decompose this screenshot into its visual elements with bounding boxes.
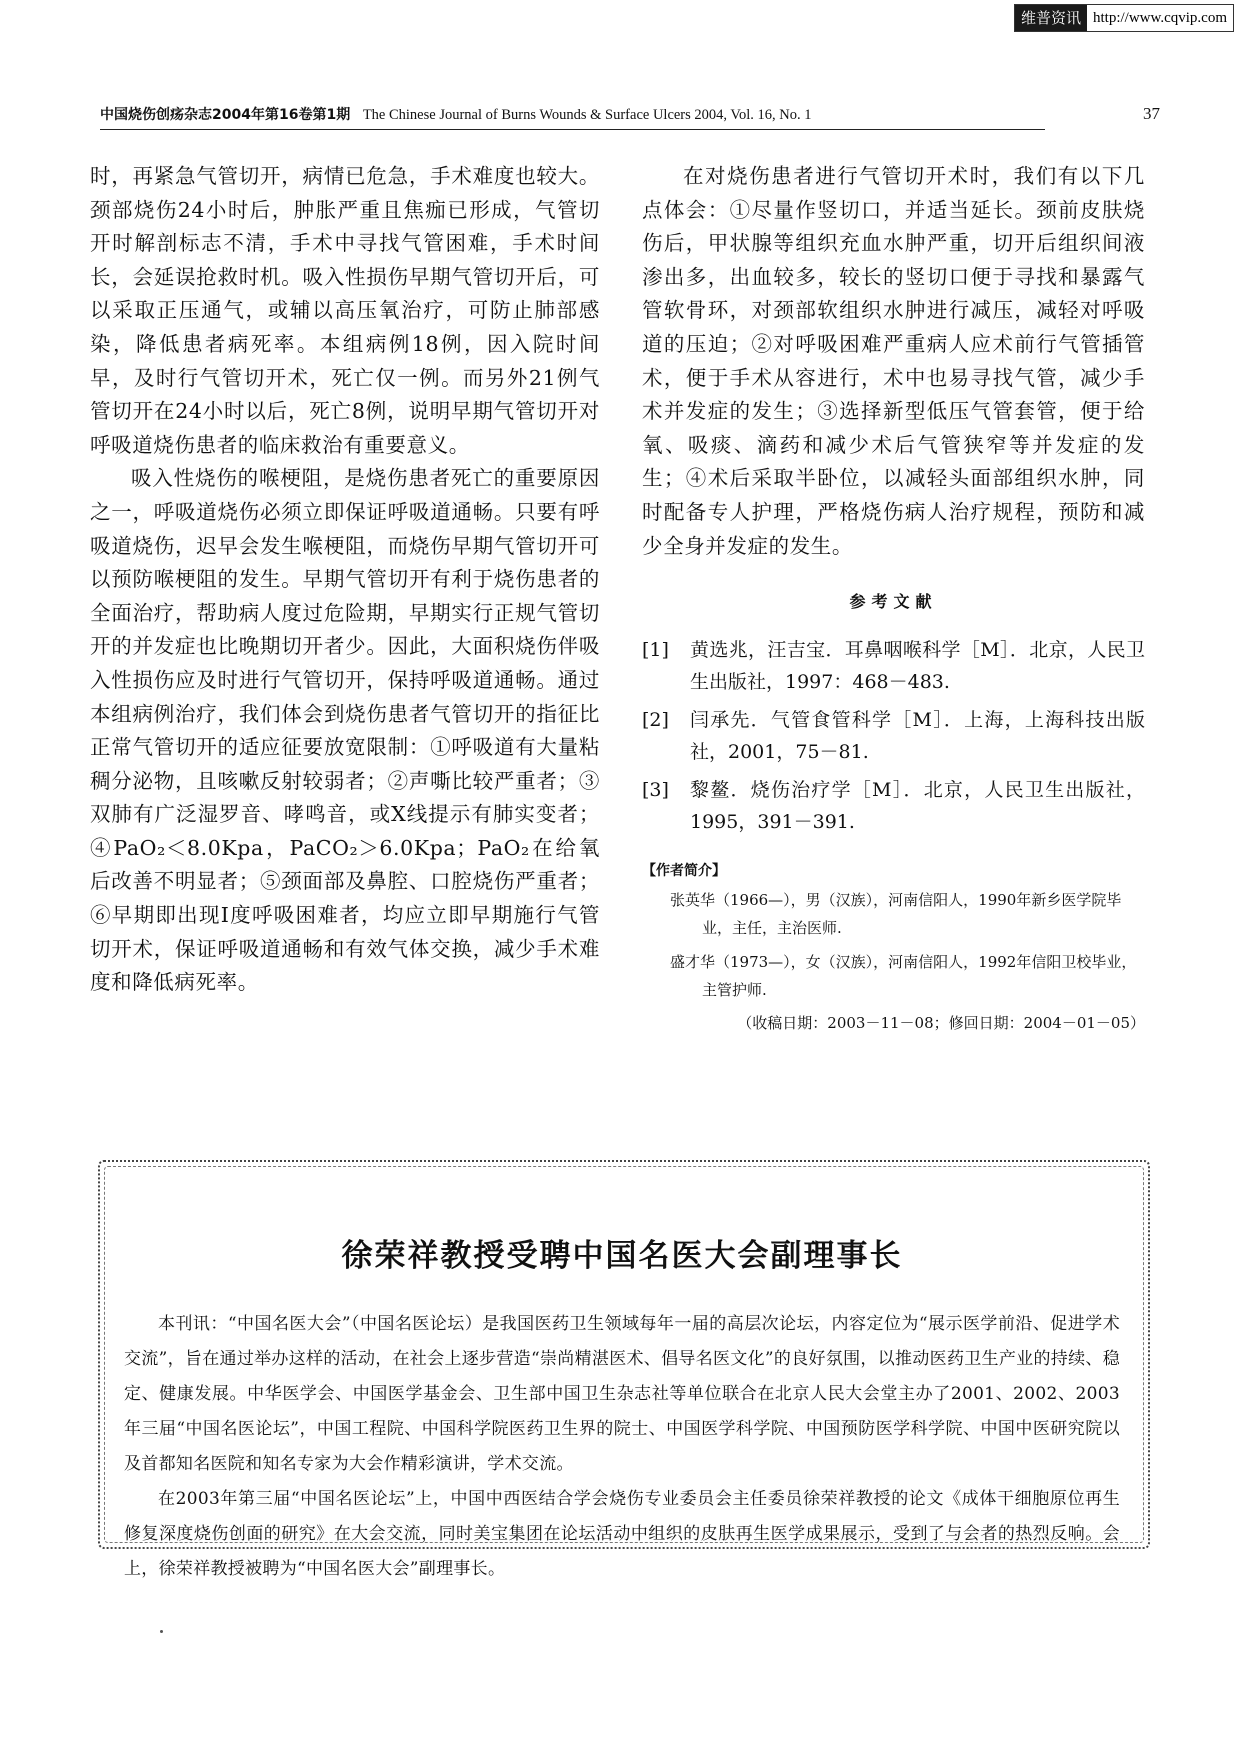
journal-title-en: The Chinese Journal of Burns Wounds & Surface Ulcers 2004, Vol. 16, No. 1 — [362, 107, 812, 123]
author-bio — [670, 948, 1145, 1004]
author-bio — [670, 886, 1145, 942]
left-column — [90, 160, 600, 1000]
references-heading: 参考文献 — [849, 592, 938, 612]
reference-item — [642, 704, 1145, 768]
watermark — [1014, 4, 1234, 32]
author-bio-text: 盛才华（1973—），女（汉族），河南信阳人，1992年信阳卫校毕业，主管护师. — [670, 953, 1137, 1000]
body-paragraph: 在对烧伤患者进行气管切开术时，我们有以下几点体会：①尽量作竖切口，并适当延长。颈前皮肤烧伤后，甲状腺等组织充血水肿严重，切开后组织间液渗出多，出血较多，较长的竖切口便于寻找和暴露气管软骨环，对颈部软组织水肿进行减压，减轻对呼吸道的压迫；②对呼吸困难严重病人应术前行气管插管术，便于手术从容进行，术中也易寻找气管，减少手术并发症的发生；③选择新型低压气管套管，便于给氧、吸痰、滴药和减少术后气管狭窄等并发症的发生；④术后采取半卧位，以减轻头面部组织水肿，同时配备专人护理，严格烧伤病人治疗规程，预防和减少全身并发症的发生。 — [642, 164, 1145, 558]
body-paragraph: 吸入性烧伤的喉梗阻，是烧伤患者死亡的重要原因之一，呼吸道烧伤必须立即保证呼吸道通畅。只要有呼吸道烧伤，迟早会发生喉梗阻，而烧伤早期气管切开可以预防喉梗阻的发生。早期气管切开有利于烧伤患者的全面治疗，帮助病人度过危险期，早期实行正规气管切开的并发症也比晚期切开者少。因此，大面积烧伤伴吸入性损伤应及时进行气管切开，保持呼吸道通畅。通过本组病例治疗，我们体会到烧伤患者气管切开的指征比正常气管切开的适应征要放宽限制：①呼吸道有大量粘稠分泌物，且咳嗽反射较弱者；②声嘶比较严重者；③双肺有广泛湿罗音、哮鸣音，或X线提示有肺实变者；④PaO₂＜8.0Kpa，PaCO₂＞6.0Kpa；PaO₂在给氧后改善不明显者；⑤颈面部及鼻腔、口腔烧伤严重者；⑥早期即出现Ⅰ度呼吸困难者，均应立即早期施行气管切开术，保证呼吸道通畅和有效气体交换，减少手术难度和降低病死率。 — [90, 466, 600, 995]
right-column — [642, 160, 1145, 1036]
notice-paragraph: 本刊讯：“中国名医大会”（中国名医论坛）是我国医药卫生领域每年一届的高层次论坛，内容定位为“展示医学前沿、促进学术交流”，旨在通过举办这样的活动，在社会上逐步营造“崇尚精湛医术、倡导名医文化”的良好氛围，以推动医药卫生产业的持续、稳定、健康发展。中华医学会、中国医学基金会、卫生部中国卫生杂志社等单位联合在北京人民大会堂主办了2001、2002、2003年三届“中国名医论坛”，中国工程院、中国科学院医药卫生界的院士、中国医学科学院、中国预防医学科学院、中国中医研究院以及首都知名医院和知名专家为大会作精彩演讲，学术交流。 — [124, 1314, 1120, 1474]
watermark-url[interactable]: http://www.cqvip.com — [1087, 5, 1233, 31]
page-number: 37 — [1143, 104, 1160, 123]
body-paragraph: 时，再紧急气管切开，病情已危急，手术难度也较大。颈部烧伤24小时后，肿胀严重且焦痂已形成，气管切开时解剖标志不清，手术中寻找气管困难，手术时间长，会延误抢救时机。吸入性损伤早期气管切开后，可以采取正压通气，或辅以高压氧治疗，可防止肺部感染，降低患者病死率。本组病例18例，因入院时间早，及时行气管切开术，死亡仅一例。而另外21例气管切开在24小时以后，死亡8例，说明早期气管切开对呼吸道烧伤患者的临床救治有重要意义。 — [90, 164, 600, 457]
reference-text: 黎鳌．烧伤治疗学［M］．北京，人民卫生出版社，1995，391－391. — [690, 779, 1145, 834]
journal-title-cn: 中国烧伤创疡杂志2004年第16卷第1期 — [100, 107, 351, 123]
author-info-heading: 【作者简介】 — [642, 863, 726, 880]
watermark-name: 维普资讯 — [1015, 5, 1087, 31]
stray-dot — [160, 1630, 163, 1633]
running-head — [100, 105, 1045, 130]
reference-text: 闫承先．气管食管科学［M］．上海，上海科技出版社，2001，75－81. — [690, 709, 1145, 764]
notice-title: 徐荣祥教授受聘中国名医大会副理事长 — [341, 1238, 903, 1274]
notice-paragraph: 在2003年第三届“中国名医论坛”上，中国中西医结合学会烧伤专业委员会主任委员徐荣祥教授的论文《成体干细胞原位再生修复深度烧伤创面的研究》在大会交流，同时美宝集团在论坛活动中组织的皮肤再生医学成果展示，受到了与会者的热烈反响。会上，徐荣祥教授被聘为“中国名医大会”副理事长。 — [124, 1489, 1120, 1579]
author-bio-text: 张英华（1966—），男（汉族），河南信阳人，1990年新乡医学院毕业，主任，主治医师. — [670, 891, 1122, 938]
reference-number: [1] — [642, 639, 669, 662]
reference-number: [3] — [642, 779, 669, 802]
reference-item — [642, 634, 1145, 698]
reference-number: [2] — [642, 709, 669, 732]
reference-item — [642, 774, 1145, 838]
notice-body — [124, 1307, 1120, 1587]
reference-text: 黄选兆，汪吉宝．耳鼻咽喉科学［M］．北京，人民卫生出版社，1997：468－483. — [690, 639, 1145, 694]
received-dates: （收稿日期：2003－11－08；修回日期：2004－01－05） — [737, 1014, 1145, 1033]
